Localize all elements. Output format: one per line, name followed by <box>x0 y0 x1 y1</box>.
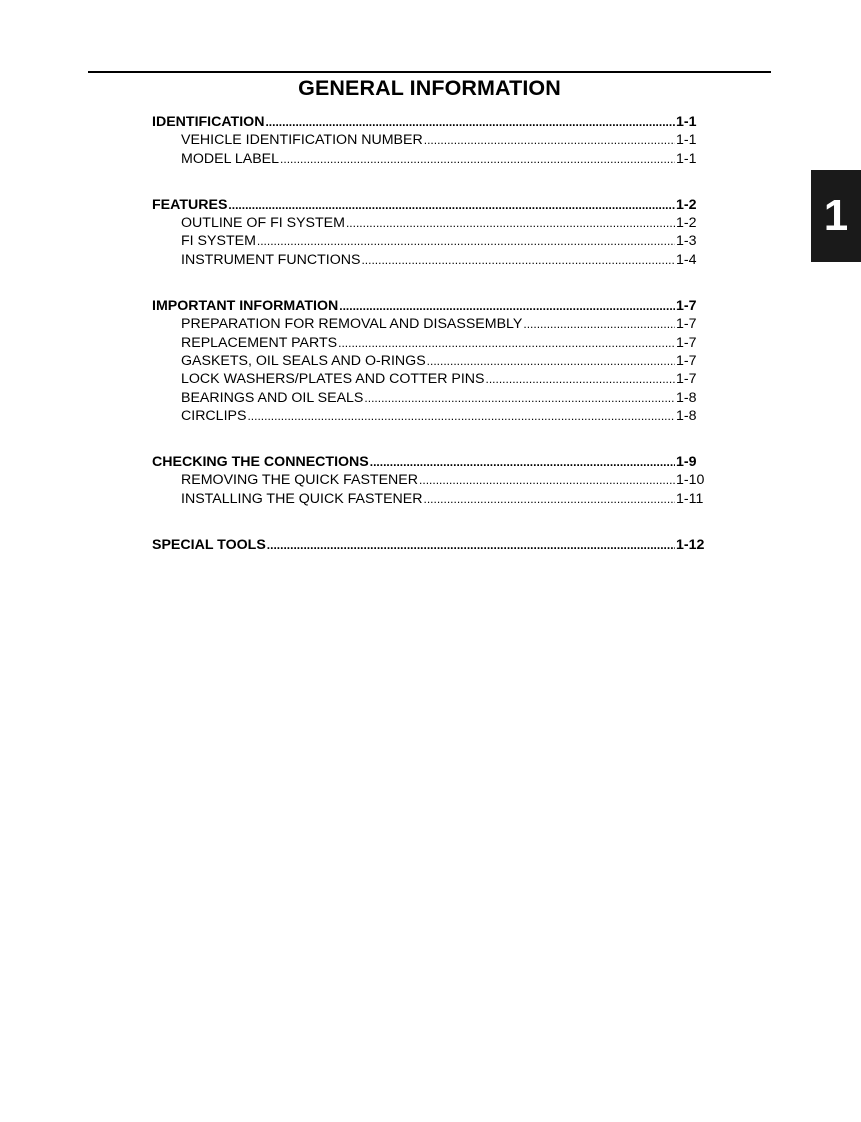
toc-subentry-label: CIRCLIPS <box>181 407 247 424</box>
toc-entry-page: 1-1 <box>676 114 697 130</box>
toc-subentry-fi-system[interactable] <box>152 232 708 250</box>
toc-subentry-label: OUTLINE OF FI SYSTEM <box>181 215 345 232</box>
table-of-contents <box>152 113 708 582</box>
page-title: GENERAL INFORMATION <box>298 76 561 100</box>
toc-entry-label: FEATURES <box>152 196 228 213</box>
toc-subentry-label: INSTRUMENT FUNCTIONS <box>181 251 361 268</box>
dot-leader <box>424 490 676 508</box>
toc-subentry-label: BEARINGS AND OIL SEALS <box>181 389 364 406</box>
toc-subentry-lock-washers[interactable] <box>152 370 708 388</box>
toc-subentry-outline-of-fi-system[interactable] <box>152 214 708 232</box>
toc-subentry-circlips[interactable] <box>152 407 708 425</box>
toc-entry-label: IDENTIFICATION <box>152 114 265 130</box>
dot-leader <box>361 251 675 269</box>
toc-subentry-page: 1-11 <box>676 490 704 507</box>
toc-subentry-page: 1-7 <box>676 334 697 351</box>
toc-entry-checking-the-connections[interactable] <box>152 453 708 471</box>
toc-subentry-bearings-and-oil-seals[interactable] <box>152 389 708 407</box>
toc-entry-label: SPECIAL TOOLS <box>152 537 266 554</box>
chapter-tab-number: 1 <box>823 191 849 240</box>
toc-subentry-replacement-parts[interactable] <box>152 334 708 352</box>
toc-subentry-installing-quick-fastener[interactable] <box>152 490 708 508</box>
toc-subentry-page: 1-2 <box>676 215 697 232</box>
dot-leader <box>257 232 675 250</box>
dot-leader <box>265 113 675 131</box>
toc-subentry-instrument-functions[interactable] <box>152 251 708 269</box>
dot-leader <box>523 315 675 333</box>
dot-leader <box>267 536 675 554</box>
dot-leader <box>228 196 675 214</box>
toc-entry-page: 1-7 <box>676 298 697 315</box>
toc-subentry-label: VEHICLE IDENTIFICATION NUMBER <box>181 132 423 149</box>
toc-section-identification <box>152 113 708 168</box>
toc-subentry-page: 1-7 <box>676 316 697 333</box>
toc-entry-important-information[interactable] <box>152 297 708 315</box>
dot-leader <box>486 370 675 388</box>
toc-subentry-page: 1-8 <box>676 407 697 424</box>
toc-subentry-page: 1-10 <box>676 472 705 489</box>
toc-section-important-information <box>152 297 708 425</box>
toc-subentry-model-label[interactable] <box>152 150 708 168</box>
toc-entry-page: 1-9 <box>676 454 697 471</box>
dot-leader <box>247 407 675 425</box>
dot-leader <box>364 389 675 407</box>
dot-leader <box>346 214 675 232</box>
chapter-tab[interactable] <box>811 170 861 262</box>
toc-subentry-label: MODEL LABEL <box>181 150 280 167</box>
toc-entry-label: CHECKING THE CONNECTIONS <box>152 454 369 471</box>
toc-subentry-label: PREPARATION FOR REMOVAL AND DISASSEMBLY <box>181 316 523 333</box>
dot-leader <box>370 453 675 471</box>
toc-section-special-tools <box>152 536 708 554</box>
dot-leader <box>419 471 675 489</box>
toc-subentry-label: REPLACEMENT PARTS <box>181 334 338 351</box>
toc-subentry-gaskets-oil-seals[interactable] <box>152 352 708 370</box>
toc-subentry-page: 1-1 <box>676 132 697 149</box>
toc-subentry-vehicle-identification-number[interactable] <box>152 131 708 149</box>
toc-subentry-page: 1-4 <box>676 251 697 268</box>
toc-entry-label: IMPORTANT INFORMATION <box>152 298 339 315</box>
toc-entry-page: 1-12 <box>676 537 705 554</box>
dot-leader <box>338 334 675 352</box>
toc-subentry-page: 1-8 <box>676 389 697 406</box>
toc-entry-special-tools[interactable] <box>152 536 708 554</box>
header-rule <box>88 71 771 73</box>
toc-subentry-label: LOCK WASHERS/PLATES AND COTTER PINS <box>181 371 485 388</box>
dot-leader <box>339 297 675 315</box>
toc-entry-features[interactable] <box>152 196 708 214</box>
toc-subentry-removing-quick-fastener[interactable] <box>152 471 708 489</box>
toc-subentry-label: GASKETS, OIL SEALS AND O-RINGS <box>181 352 426 369</box>
toc-subentry-label: REMOVING THE QUICK FASTENER <box>181 472 419 489</box>
toc-subentry-page: 1-7 <box>676 371 697 388</box>
toc-subentry-preparation-for-removal[interactable] <box>152 315 708 333</box>
dot-leader <box>280 150 675 168</box>
toc-subentry-page: 1-3 <box>676 233 697 250</box>
toc-subentry-page: 1-1 <box>676 150 697 167</box>
toc-section-checking-the-connections <box>152 453 708 508</box>
toc-subentry-label: FI SYSTEM <box>181 233 256 250</box>
toc-section-features <box>152 196 708 269</box>
toc-subentry-label: INSTALLING THE QUICK FASTENER <box>181 490 423 507</box>
dot-leader <box>427 352 675 370</box>
toc-entry-page: 1-2 <box>676 196 697 213</box>
toc-subentry-page: 1-7 <box>676 352 697 369</box>
toc-entry-identification[interactable] <box>152 113 708 131</box>
dot-leader <box>424 131 675 149</box>
